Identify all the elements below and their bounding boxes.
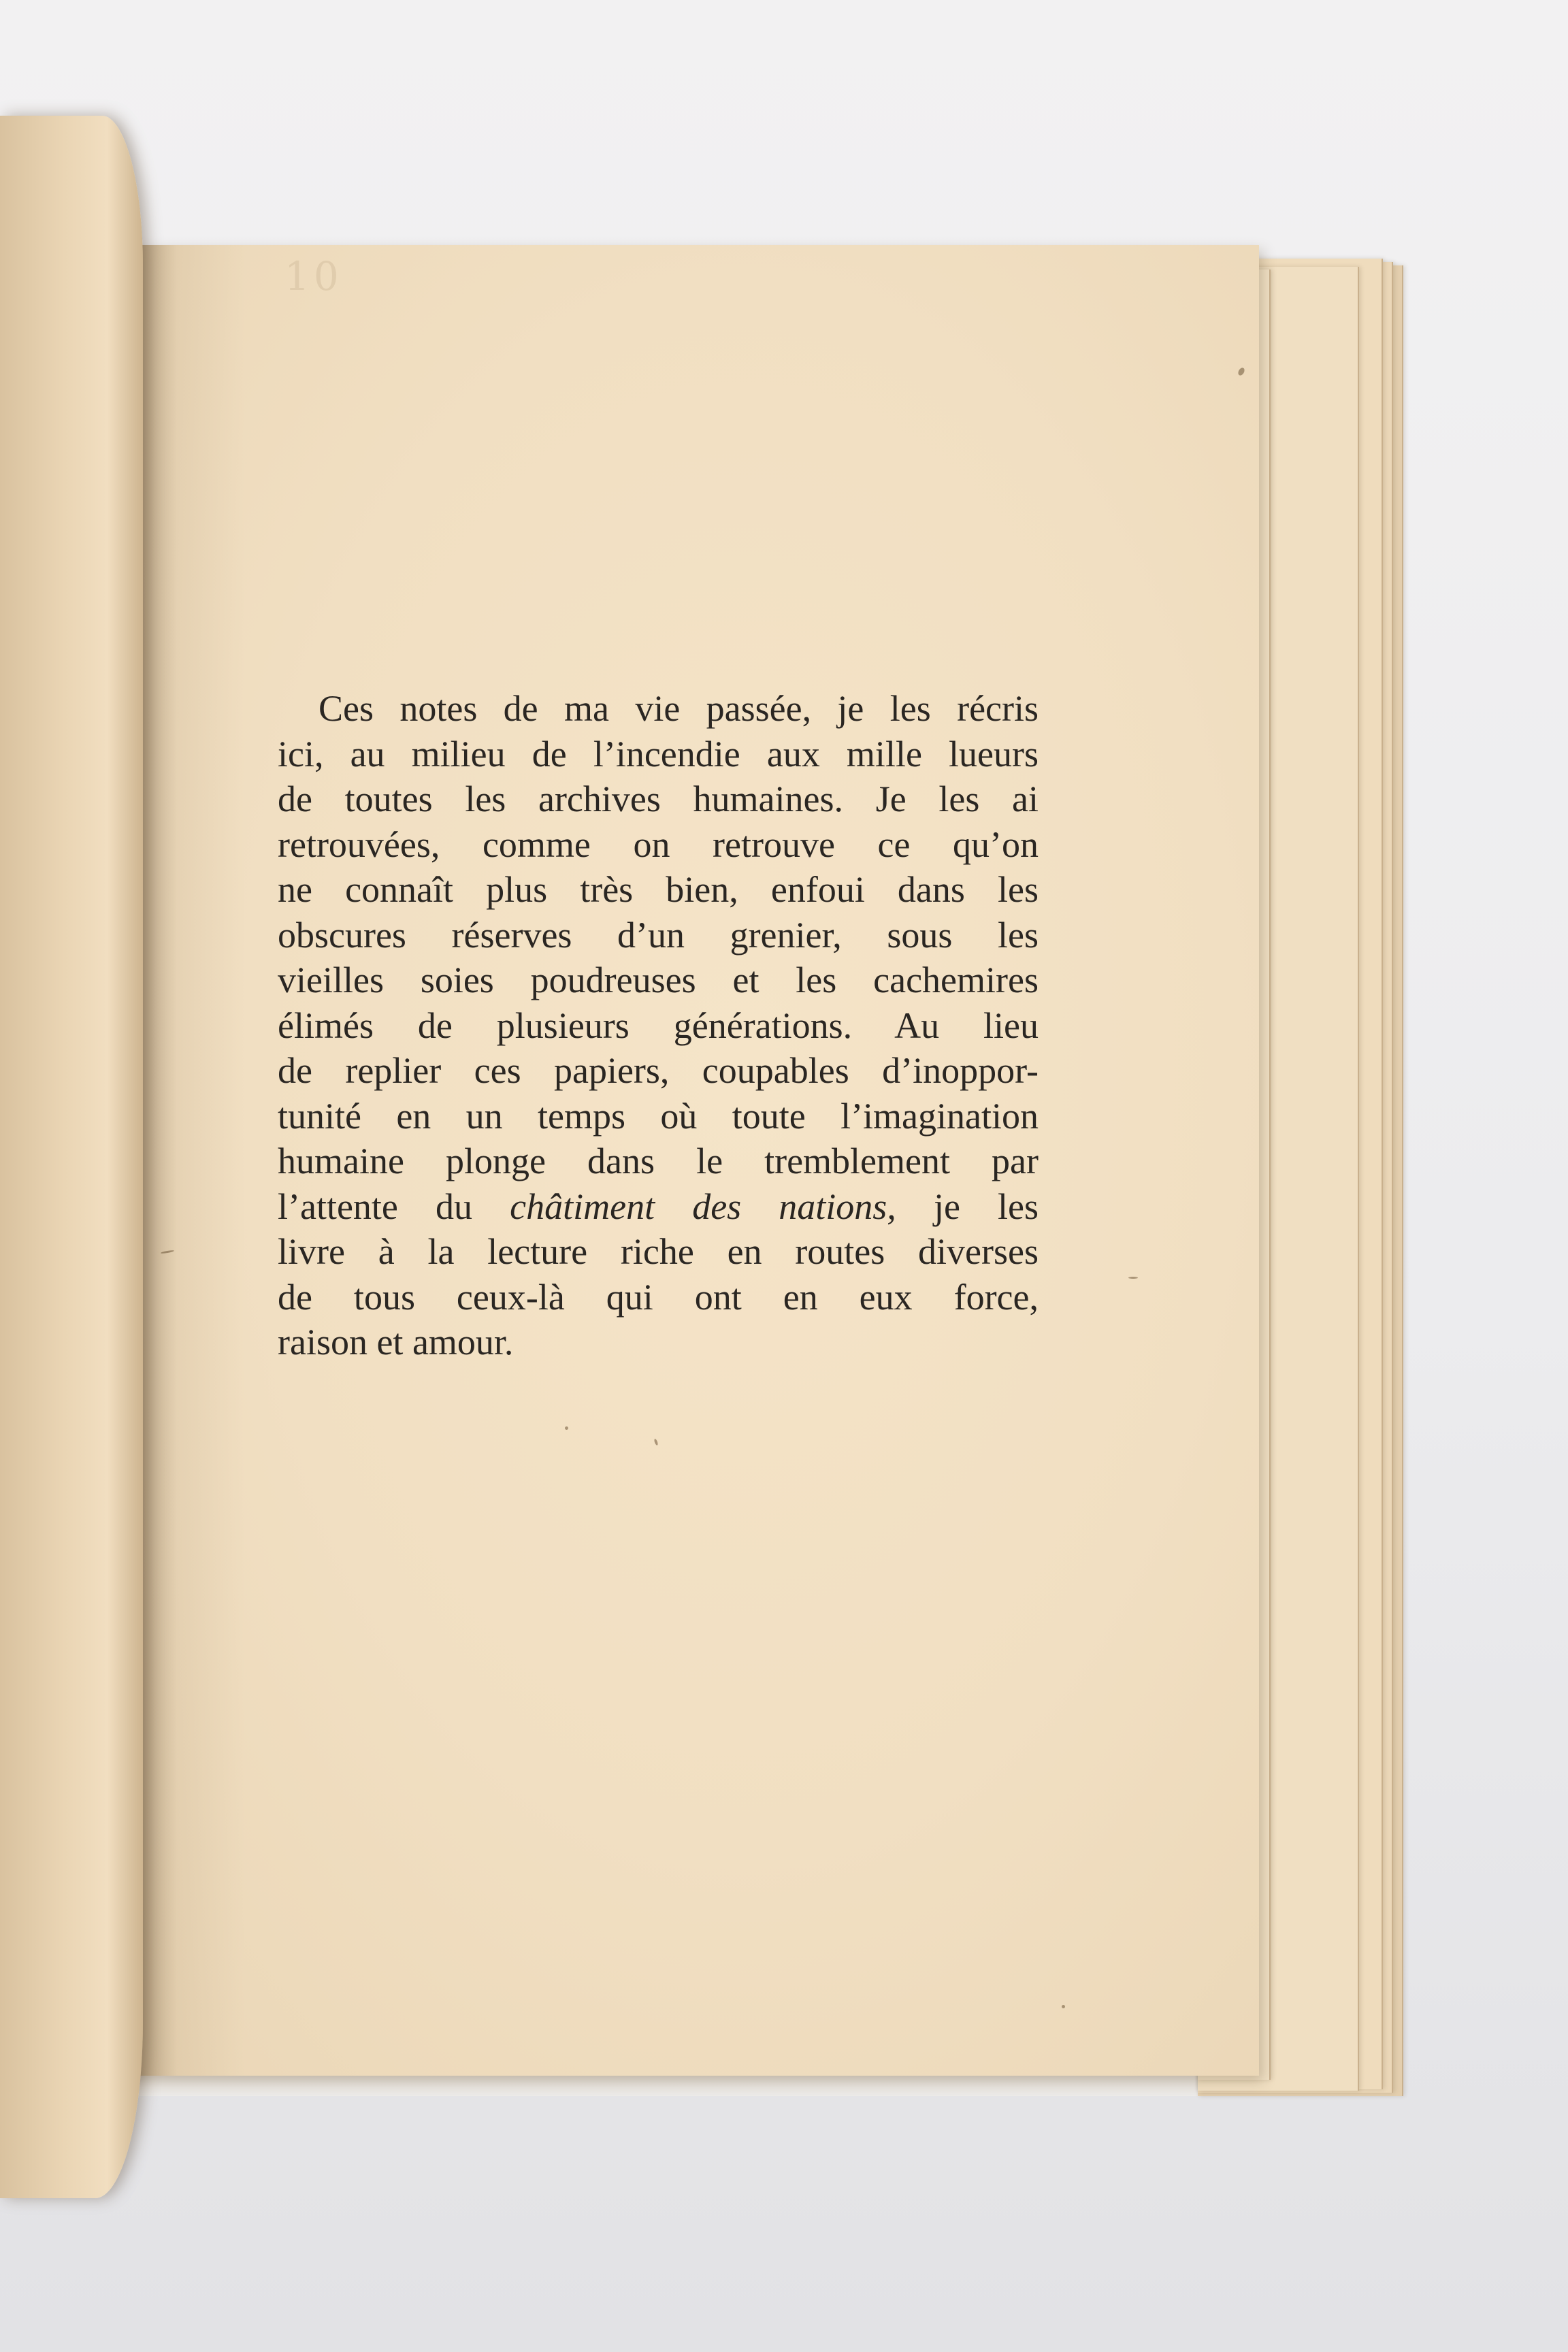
text-fragment: l’attente du xyxy=(278,1186,473,1227)
text-line-with-italic xyxy=(278,1184,1039,1230)
text-line: de replier ces papiers, coupables d’inoppor- xyxy=(278,1050,1039,1091)
text-fragment: je les xyxy=(933,1186,1039,1227)
text-line: raison et amour. xyxy=(278,1322,514,1362)
text-line: de tous ceux-là qui ont en eux force, xyxy=(278,1276,1039,1318)
preface-paragraph xyxy=(278,686,1039,1365)
paper-speck xyxy=(565,1426,568,1430)
text-line: obscures réserves d’un grenier, sous les xyxy=(278,914,1039,956)
paper-speck xyxy=(1128,1277,1138,1279)
show-through-number: 10 xyxy=(284,253,343,299)
text-line: retrouvées, comme on retrouve ce qu’on xyxy=(278,823,1039,865)
text-line: vieilles soies poudreuses et les cachemires xyxy=(278,960,1039,1000)
text-line: Ces notes de ma vie passée, je les récris xyxy=(318,688,1039,729)
text-line: élimés de plusieurs générations. Au lieu xyxy=(278,1004,1039,1046)
text-line: ici, au milieu de l’incendie aux mille lueurs xyxy=(278,733,1039,774)
italic-title-phrase: châtiment des nations, xyxy=(510,1186,896,1227)
left-curled-page xyxy=(0,116,143,2198)
text-line: livre à la lecture riche en routes diverses xyxy=(278,1231,1039,1272)
paper-speck xyxy=(1062,2005,1065,2008)
text-line: tunité en un temps où toute l’imagination xyxy=(278,1095,1039,1137)
text-line: ne connaît plus très bien, enfoui dans les xyxy=(278,869,1039,910)
text-line: de toutes les archives humaines. Je les ai xyxy=(278,779,1039,819)
text-line: humaine plonge dans le tremblement par xyxy=(278,1141,1039,1181)
